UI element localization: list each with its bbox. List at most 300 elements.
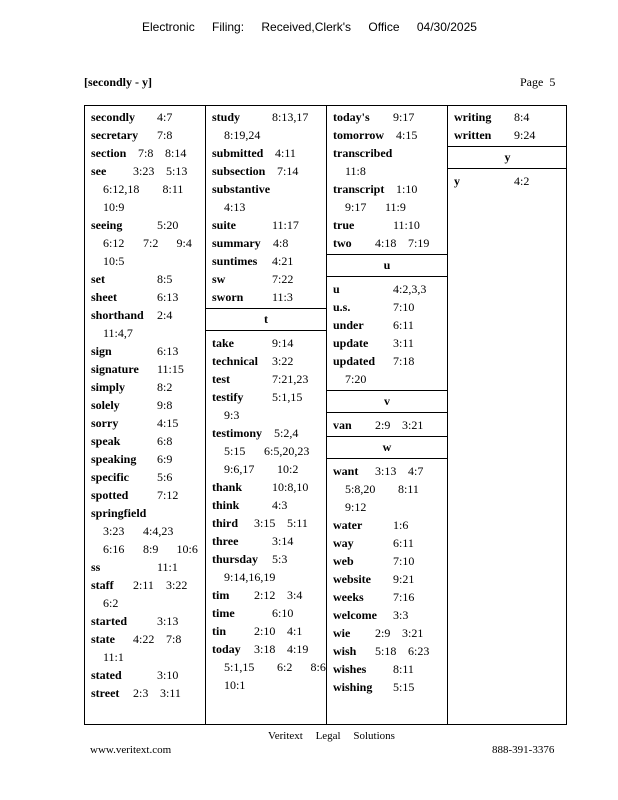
index-entry xyxy=(327,416,447,434)
page-line-reference: 1:6 xyxy=(393,518,409,532)
index-entry xyxy=(206,144,326,162)
page-line-reference: 8:11 xyxy=(393,662,414,676)
page-line-reference: 5:15 xyxy=(393,680,415,694)
index-word: sheet xyxy=(91,290,117,304)
index-word: section xyxy=(91,146,127,160)
index-word: street xyxy=(91,686,120,700)
page-line-reference: 5:15 xyxy=(224,444,246,458)
page-line-reference: 9:17 xyxy=(345,200,367,214)
page-line-reference: 4:3 xyxy=(272,498,288,512)
index-word: stated xyxy=(91,668,122,682)
index-entry-continuation xyxy=(206,442,326,460)
index-entry xyxy=(85,666,205,684)
page-line-reference: 11:15 xyxy=(157,362,184,376)
index-entry xyxy=(85,360,205,378)
page-line-reference: 11:9 xyxy=(385,200,406,214)
page-line-reference: 10:2 xyxy=(277,462,299,476)
index-word: y xyxy=(454,174,460,188)
page-line-reference: 8:5 xyxy=(157,272,173,286)
page-line-reference: 11:10 xyxy=(393,218,420,232)
page-line-reference: 6:10 xyxy=(272,606,294,620)
filing-date: 04/30/2025 xyxy=(416,20,477,34)
page-line-reference: 3:22 xyxy=(166,578,188,592)
page-line-reference: 8:11 xyxy=(398,482,419,496)
index-entry-continuation xyxy=(85,324,205,342)
page-line-reference: 5:13 xyxy=(166,164,188,178)
page-line-reference: 7:10 xyxy=(393,554,415,568)
index-entry xyxy=(85,396,205,414)
index-entry xyxy=(85,108,205,126)
index-word: transcript xyxy=(333,182,385,196)
index-word: sw xyxy=(212,272,226,286)
index-word: substantive xyxy=(212,182,271,196)
page-line-reference: 7:18 xyxy=(393,354,415,368)
page-line-reference: 7:20 xyxy=(345,372,367,386)
page-line-reference: 9:14,16,19 xyxy=(224,570,276,584)
page-line-reference: 10:5 xyxy=(103,254,125,268)
footer-website: www.veritext.com xyxy=(90,744,172,756)
index-word: thank xyxy=(212,480,243,494)
index-entry xyxy=(206,162,326,180)
index-entry-continuation xyxy=(327,498,447,516)
index-word: u.s. xyxy=(333,300,351,314)
page-line-reference: 5:8,20 xyxy=(345,482,376,496)
page-line-reference: 3:15 xyxy=(254,516,276,530)
page-line-reference: 2:4 xyxy=(157,308,173,322)
index-word: see xyxy=(91,164,107,178)
page-line-reference: 6:12 xyxy=(103,236,125,250)
index-word: tim xyxy=(212,588,230,602)
page-line-reference: 8:11 xyxy=(162,182,184,196)
word-index-table xyxy=(84,105,567,725)
index-word: u xyxy=(333,282,340,296)
index-word: testimony xyxy=(212,426,262,440)
page-line-reference: 3:11 xyxy=(160,686,181,700)
page-line-reference: 7:10 xyxy=(393,300,415,314)
page-line-reference: 9:14 xyxy=(272,336,294,350)
index-entry xyxy=(327,144,447,162)
page-line-reference: 9:6,17 xyxy=(224,462,255,476)
index-entry xyxy=(206,334,326,352)
page-line-reference: 7:12 xyxy=(157,488,179,502)
index-entry xyxy=(85,432,205,450)
page-line-reference: 3:22 xyxy=(272,354,294,368)
index-entry xyxy=(327,516,447,534)
page-line-reference: 5:20 xyxy=(157,218,179,232)
page-line-reference: 5:1,15 xyxy=(224,660,255,674)
page-line-reference: 9:4 xyxy=(176,236,192,250)
index-word: sworn xyxy=(212,290,244,304)
index-word: under xyxy=(333,318,364,332)
index-entry-continuation xyxy=(327,370,447,388)
company-word: Solutions xyxy=(353,730,395,742)
index-word: wishing xyxy=(333,680,373,694)
page-line-reference: 3:23 xyxy=(133,164,155,178)
index-entry xyxy=(85,504,205,522)
index-word: welcome xyxy=(333,608,377,622)
index-entry xyxy=(85,576,205,594)
index-word: testify xyxy=(212,390,244,404)
page-line-reference: 9:17 xyxy=(393,110,415,124)
page-line-reference: 3:13 xyxy=(375,464,397,478)
index-entry xyxy=(85,162,205,180)
page-line-reference: 4:15 xyxy=(396,128,418,142)
page-line-reference: 4:2,3,3 xyxy=(393,282,427,296)
page-line-reference: 5:6 xyxy=(157,470,173,484)
page-line-reference: 2:3 xyxy=(133,686,149,700)
index-word: transcribed xyxy=(333,146,393,160)
page-line-reference: 6:11 xyxy=(393,318,414,332)
index-entry xyxy=(327,570,447,588)
page-line-reference: 4:19 xyxy=(287,642,309,656)
index-entry-continuation xyxy=(85,252,205,270)
page-line-reference: 4:4,23 xyxy=(143,524,174,538)
index-entry xyxy=(206,550,326,568)
page-line-reference: 6:11 xyxy=(393,536,414,550)
index-entry xyxy=(206,388,326,406)
page-line-reference: 6:9 xyxy=(157,452,173,466)
index-entry-continuation xyxy=(206,198,326,216)
index-word: secretary xyxy=(91,128,139,142)
index-entry xyxy=(327,534,447,552)
page-line-reference: 5:2,4 xyxy=(274,426,299,440)
page-line-reference: 1:10 xyxy=(396,182,418,196)
index-word: sign xyxy=(91,344,112,358)
index-word: wishes xyxy=(333,662,367,676)
index-column xyxy=(206,106,327,724)
index-word: test xyxy=(212,372,230,386)
page-line-reference: 4:18 xyxy=(375,236,397,250)
electronic-filing-stamp xyxy=(142,20,491,34)
index-word: today's xyxy=(333,110,370,124)
index-entry-continuation xyxy=(85,522,205,540)
page-label: Page xyxy=(520,75,544,89)
index-entry-continuation xyxy=(327,162,447,180)
page-line-reference: 4:7 xyxy=(157,110,173,124)
page-line-reference: 3:10 xyxy=(157,668,179,682)
index-entry xyxy=(85,630,205,648)
index-entry-continuation xyxy=(327,480,447,498)
page-line-reference: 7:16 xyxy=(393,590,415,604)
index-entry-continuation xyxy=(85,234,205,252)
page-line-reference: 4:22 xyxy=(133,632,155,646)
page-line-reference: 3:23 xyxy=(103,524,125,538)
index-entry xyxy=(85,126,205,144)
page-line-reference: 11:1 xyxy=(157,560,178,574)
index-entry xyxy=(206,234,326,252)
index-entry xyxy=(206,478,326,496)
index-word: started xyxy=(91,614,127,628)
page-line-reference: 7:22 xyxy=(272,272,294,286)
index-word: simply xyxy=(91,380,126,394)
index-entry-continuation xyxy=(85,198,205,216)
index-word: website xyxy=(333,572,371,586)
index-column xyxy=(85,106,206,724)
index-entry xyxy=(206,424,326,442)
section-letter-header: v xyxy=(327,390,447,413)
index-entry xyxy=(327,126,447,144)
index-word: writing xyxy=(454,110,492,124)
page-line-reference: 2:9 xyxy=(375,626,391,640)
page-line-reference: 2:11 xyxy=(133,578,154,592)
index-entry xyxy=(327,660,447,678)
index-entry xyxy=(206,252,326,270)
index-entry xyxy=(327,108,447,126)
page-line-reference: 11:3 xyxy=(272,290,293,304)
index-entry-continuation xyxy=(206,406,326,424)
index-entry xyxy=(327,678,447,696)
page-line-reference: 7:2 xyxy=(143,236,159,250)
index-entry xyxy=(85,612,205,630)
index-word: want xyxy=(333,464,359,478)
index-word: think xyxy=(212,498,240,512)
index-word: state xyxy=(91,632,115,646)
index-entry-continuation xyxy=(206,658,326,676)
page-line-reference: 9:21 xyxy=(393,572,415,586)
page-line-reference: 4:7 xyxy=(408,464,424,478)
index-word: third xyxy=(212,516,239,530)
page-line-reference: 11:8 xyxy=(345,164,366,178)
index-word: subsection xyxy=(212,164,266,178)
page-line-reference: 4:8 xyxy=(273,236,289,250)
index-word: weeks xyxy=(333,590,364,604)
page-line-reference: 4:13 xyxy=(224,200,246,214)
index-entry xyxy=(206,370,326,388)
index-entry xyxy=(206,180,326,198)
index-entry xyxy=(206,496,326,514)
index-entry xyxy=(85,342,205,360)
page-line-reference: 9:8 xyxy=(157,398,173,412)
page-line-reference: 6:5,20,23 xyxy=(264,444,310,458)
page-line-reference: 10:9 xyxy=(103,200,125,214)
index-word: way xyxy=(333,536,354,550)
index-word: seeing xyxy=(91,218,123,232)
index-word: time xyxy=(212,606,235,620)
page-line-reference: 3:4 xyxy=(287,588,303,602)
filing-word: Office xyxy=(368,20,400,34)
footer-company xyxy=(268,730,405,742)
index-column xyxy=(448,106,567,724)
page-line-reference: 9:24 xyxy=(514,128,536,142)
page-line-reference: 2:9 xyxy=(375,418,391,432)
page-line-reference: 7:8 xyxy=(157,128,173,142)
index-entry xyxy=(206,514,326,532)
index-word: secondly xyxy=(91,110,136,124)
index-entry xyxy=(327,352,447,370)
index-entry xyxy=(85,414,205,432)
index-entry xyxy=(327,234,447,252)
filing-word: Filing: xyxy=(212,20,245,34)
page-line-reference: 4:11 xyxy=(275,146,296,160)
page-line-reference: 8:4 xyxy=(514,110,530,124)
index-word: staff xyxy=(91,578,114,592)
index-range: [secondly - y] xyxy=(84,75,152,89)
footer-phone: 888-391-3376 xyxy=(492,744,555,756)
index-entry xyxy=(85,558,205,576)
index-entry xyxy=(206,352,326,370)
page-line-reference: 3:14 xyxy=(272,534,294,548)
page-line-reference: 5:11 xyxy=(287,516,308,530)
index-entry xyxy=(206,216,326,234)
index-word: update xyxy=(333,336,369,350)
section-letter-header: t xyxy=(206,308,326,331)
index-entry xyxy=(206,622,326,640)
page-line-reference: 6:2 xyxy=(277,660,293,674)
page-line-reference: 2:10 xyxy=(254,624,276,638)
page-line-reference: 7:19 xyxy=(408,236,430,250)
index-entry xyxy=(448,108,567,126)
section-letter-header: w xyxy=(327,436,447,459)
index-entry xyxy=(327,316,447,334)
filing-word: Electronic xyxy=(142,20,195,34)
index-entry-continuation xyxy=(85,180,205,198)
index-entry xyxy=(206,288,326,306)
index-word: springfield xyxy=(91,506,147,520)
page-line-reference: 6:16 xyxy=(103,542,125,556)
index-word: today xyxy=(212,642,241,656)
index-entry xyxy=(327,298,447,316)
index-word: take xyxy=(212,336,234,350)
index-entry xyxy=(448,172,567,190)
index-entry xyxy=(327,606,447,624)
index-entry xyxy=(327,280,447,298)
index-entry xyxy=(85,486,205,504)
index-word: shorthand xyxy=(91,308,144,322)
index-word: two xyxy=(333,236,352,250)
page-line-reference: 4:21 xyxy=(272,254,294,268)
index-word: specific xyxy=(91,470,129,484)
index-entry-continuation xyxy=(206,460,326,478)
page-indicator xyxy=(520,75,555,90)
page-line-reference: 5:3 xyxy=(272,552,288,566)
page-line-reference: 4:15 xyxy=(157,416,179,430)
index-entry xyxy=(327,588,447,606)
page-line-reference: 8:2 xyxy=(157,380,173,394)
index-entry xyxy=(206,532,326,550)
index-word: study xyxy=(212,110,241,124)
page-line-reference: 3:21 xyxy=(402,418,424,432)
index-word: wish xyxy=(333,644,357,658)
page-line-reference: 7:21,23 xyxy=(272,372,309,386)
index-word: tin xyxy=(212,624,227,638)
index-word: water xyxy=(333,518,363,532)
section-letter-header: u xyxy=(327,254,447,277)
index-word: sorry xyxy=(91,416,119,430)
index-entry-continuation xyxy=(206,568,326,586)
page-line-reference: 3:21 xyxy=(402,626,424,640)
page-line-reference: 5:1,15 xyxy=(272,390,303,404)
index-word: speak xyxy=(91,434,121,448)
page-line-reference: 6:12,18 xyxy=(103,182,140,196)
page-line-reference: 3:3 xyxy=(393,608,409,622)
index-entry xyxy=(327,334,447,352)
page-line-reference: 8:6 xyxy=(310,660,326,674)
index-word: technical xyxy=(212,354,258,368)
index-word: set xyxy=(91,272,105,286)
index-entry xyxy=(206,108,326,126)
section-letter-header: y xyxy=(448,146,567,169)
index-word: written xyxy=(454,128,492,142)
index-word: solely xyxy=(91,398,120,412)
page-line-reference: 8:19,24 xyxy=(224,128,261,142)
index-entry-continuation xyxy=(85,540,205,558)
index-entry xyxy=(206,586,326,604)
index-entry xyxy=(85,684,205,702)
index-entry xyxy=(448,126,567,144)
index-entry xyxy=(327,642,447,660)
filing-word: Received,Clerk's xyxy=(261,20,352,34)
page-line-reference: 7:8 xyxy=(138,146,154,160)
index-entry xyxy=(206,640,326,658)
index-entry xyxy=(85,468,205,486)
index-word: van xyxy=(333,418,352,432)
page-line-reference: 3:11 xyxy=(393,336,414,350)
page-line-reference: 4:1 xyxy=(287,624,303,638)
page-line-reference: 6:13 xyxy=(157,290,179,304)
page-line-reference: 11:17 xyxy=(272,218,299,232)
index-entry xyxy=(327,552,447,570)
index-entry-continuation xyxy=(85,648,205,666)
index-word: ss xyxy=(91,560,101,574)
index-word: suite xyxy=(212,218,236,232)
index-entry xyxy=(327,216,447,234)
page-line-reference: 10:8,10 xyxy=(272,480,309,494)
page-line-reference: 6:2 xyxy=(103,596,119,610)
page-line-reference: 6:13 xyxy=(157,344,179,358)
index-entry xyxy=(85,216,205,234)
index-word: updated xyxy=(333,354,376,368)
index-entry-continuation xyxy=(206,126,326,144)
index-word: true xyxy=(333,218,355,232)
page-number: 5 xyxy=(549,75,556,89)
company-word: Legal xyxy=(315,730,341,742)
index-word: signature xyxy=(91,362,139,376)
index-entry xyxy=(327,180,447,198)
page-line-reference: 7:14 xyxy=(277,164,299,178)
index-entry xyxy=(327,462,447,480)
index-entry xyxy=(85,378,205,396)
index-entry xyxy=(206,604,326,622)
index-entry xyxy=(85,306,205,324)
page-line-reference: 3:18 xyxy=(254,642,276,656)
index-word: submitted xyxy=(212,146,264,160)
page-line-reference: 8:9 xyxy=(143,542,159,556)
page-line-reference: 6:8 xyxy=(157,434,173,448)
page-line-reference: 10:6 xyxy=(176,542,198,556)
page-line-reference: 11:4,7 xyxy=(103,326,133,340)
index-word: web xyxy=(333,554,354,568)
index-entry xyxy=(85,288,205,306)
index-entry-continuation xyxy=(327,198,447,216)
index-entry-continuation xyxy=(85,594,205,612)
index-entry xyxy=(85,270,205,288)
index-word: three xyxy=(212,534,239,548)
index-word: wie xyxy=(333,626,351,640)
page-line-reference: 11:1 xyxy=(103,650,124,664)
index-entry xyxy=(206,270,326,288)
index-entry xyxy=(85,450,205,468)
index-entry xyxy=(327,624,447,642)
page-line-reference: 4:2 xyxy=(514,174,530,188)
index-column xyxy=(327,106,448,724)
index-word: speaking xyxy=(91,452,137,466)
page-line-reference: 9:3 xyxy=(224,408,240,422)
index-word: suntimes xyxy=(212,254,258,268)
index-entry-continuation xyxy=(206,676,326,694)
index-entry xyxy=(85,144,205,162)
page-line-reference: 3:13 xyxy=(157,614,179,628)
page-line-reference: 10:1 xyxy=(224,678,246,692)
